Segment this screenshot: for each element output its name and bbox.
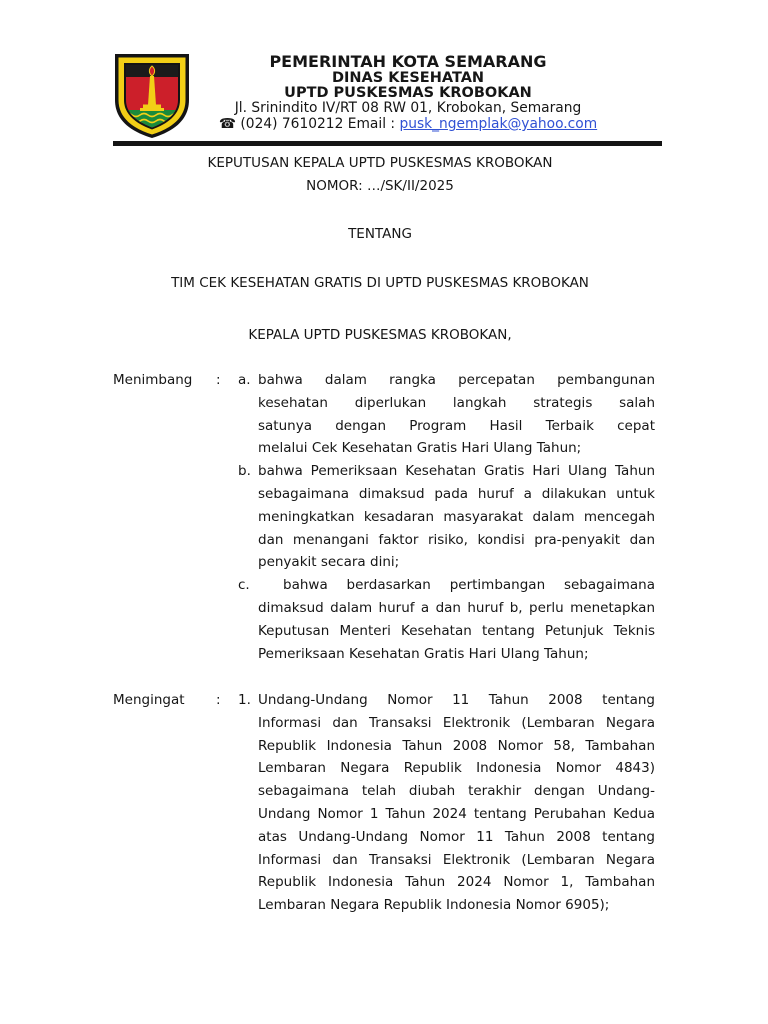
text-line: Republik Indonesia Tahun 2024 Nomor 1, Tambahan <box>258 874 655 891</box>
unit-name: UPTD PUSKESMAS KROBOKAN <box>284 85 532 101</box>
text-line: bahwa dalam rangka percepatan pembangunan <box>258 372 655 388</box>
text-line: kesehatan diperlukan langkah strategis salah <box>258 394 655 411</box>
contact-line <box>200 116 616 132</box>
legal-basis-section <box>113 689 658 917</box>
email-label: Email : <box>347 116 396 132</box>
item-marker: c. <box>238 577 250 594</box>
text-line: dan menangani faktor risiko, kondisi pra-penyakit dan <box>258 531 655 548</box>
considering-items <box>238 369 658 665</box>
office-address: Jl. Srinindito IV/RT 08 RW 01, Krobokan, Semarang <box>234 100 582 116</box>
text-line: sebagaimana telah diubah terakhir dengan Undang- <box>258 783 655 800</box>
text-line: satunya dengan Program Hasil Terbaik cepat <box>258 417 655 434</box>
text-line: Informasi dan Transaksi Elektronik (Lembaran Negara <box>258 714 655 731</box>
item-marker: b. <box>238 463 251 480</box>
section-colon: : <box>216 372 221 388</box>
section-colon: : <box>216 692 221 708</box>
text-line: Pemeriksaan Kesehatan Gratis Hari Ulang Tahun; <box>258 645 589 662</box>
considering-section <box>113 369 658 665</box>
item-marker: a. <box>238 372 251 388</box>
text-line: melalui Cek Kesehatan Gratis Hari Ulang Tahun; <box>258 440 582 457</box>
decree-heading: KEPUTUSAN KEPALA UPTD PUSKESMAS KROBOKAN <box>207 154 553 171</box>
section-label: Menimbang <box>113 372 193 388</box>
list-item <box>238 460 658 574</box>
decree-about-label: TENTANG <box>348 225 412 242</box>
text-line: atas Undang-Undang Nomor 11 Tahun 2008 tentang <box>258 828 655 845</box>
item-text <box>258 689 655 917</box>
text-line: Lembaran Negara Republik Indonesia Nomor 4843) <box>258 760 655 777</box>
phone-number: (024) 7610212 <box>240 116 344 132</box>
text-line: dimaksud dalam huruf a dan huruf b, perlu menetapkan <box>258 599 655 616</box>
telephone-icon <box>219 116 236 132</box>
decree-issuer: KEPALA UPTD PUSKESMAS KROBOKAN, <box>248 326 512 343</box>
text-line: Undang-Undang Nomor 11 Tahun 2008 tentang <box>258 692 655 708</box>
section-label: Mengingat <box>113 692 185 708</box>
text-line: penyakit secara dini; <box>258 554 400 571</box>
text-line: sebagaimana dimaksud pada huruf a dilakukan untuk <box>258 485 655 502</box>
text-line: Informasi dan Transaksi Elektronik (Lembaran Negara <box>258 851 655 868</box>
list-item <box>238 689 658 917</box>
text-line: bahwa Pemeriksaan Kesehatan Gratis Hari Ulang Tahun <box>258 463 655 480</box>
list-item <box>238 369 658 460</box>
letterhead-divider <box>113 141 662 146</box>
text-line: Republik Indonesia Tahun 2008 Nomor 58, Tambahan <box>258 737 655 754</box>
legal-basis-items <box>238 689 658 917</box>
decree-number: NOMOR: …/SK/II/2025 <box>306 177 454 194</box>
item-text <box>258 574 655 665</box>
decree-subject: TIM CEK KESEHATAN GRATIS DI UPTD PUSKESMAS KROBOKAN <box>171 274 589 291</box>
government-name: PEMERINTAH KOTA SEMARANG <box>269 52 547 71</box>
city-emblem-icon <box>113 52 191 139</box>
text-line: bahwa berdasarkan pertimbangan sebagaimana <box>283 577 655 594</box>
email-link[interactable]: pusk_ngemplak@yahoo.com <box>399 116 598 132</box>
text-line: Undang Nomor 1 Tahun 2024 tentang Perubahan Kedua <box>258 805 655 822</box>
item-marker: 1. <box>238 692 251 708</box>
item-text <box>258 460 655 574</box>
text-line: meningkatkan kesadaran masyarakat dalam mencegah <box>258 508 655 525</box>
text-line: Lembaran Negara Republik Indonesia Nomor 6905); <box>258 897 610 914</box>
list-item <box>238 574 658 665</box>
agency-name: DINAS KESEHATAN <box>331 70 485 86</box>
text-line: Keputusan Menteri Kesehatan tentang Petunjuk Teknis <box>258 622 655 639</box>
item-text <box>258 369 655 460</box>
